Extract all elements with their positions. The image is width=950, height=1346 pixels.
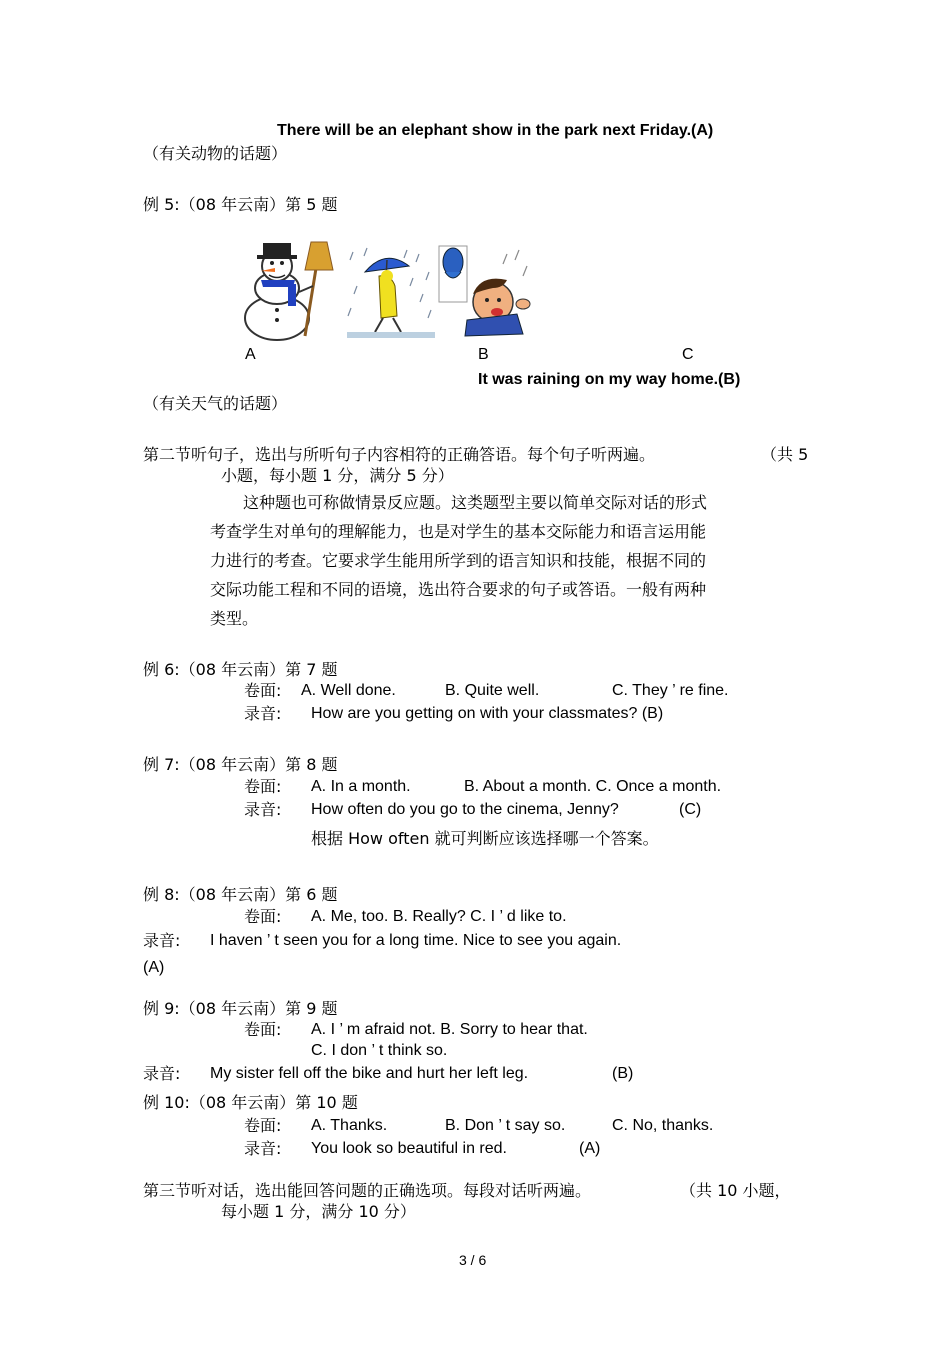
ex8-answer: (A) [143, 959, 165, 976]
ex6-audio-label: 录音: [244, 704, 282, 723]
ex6-audio-text: How are you getting on with your classmates? (B) [311, 705, 664, 722]
ex5-topic: （有关天气的话题） [143, 394, 288, 413]
ex6-title: 例 6:（08 年云南）第 7 题 [143, 660, 338, 679]
ex7-answer: (C) [679, 801, 702, 818]
ex10-title: 例 10:（08 年云南）第 10 题 [143, 1093, 358, 1112]
ex8-audio-label: 录音: [143, 931, 181, 950]
ex7-audio-text: How often do you go to the cinema, Jenny? [311, 801, 619, 818]
ex6-option-a: A. Well done. [301, 682, 396, 699]
section2-desc-line: 这种题也可称做情景反应题。这类题型主要以简单交际对话的形式 [243, 493, 708, 512]
ex4-topic: （有关动物的话题） [143, 144, 288, 163]
ex7-option-a: A. In a month. [311, 778, 411, 795]
ex10-option-c: C. No, thanks. [612, 1117, 714, 1134]
ex10-audio-text: You look so beautiful in red. [311, 1140, 507, 1157]
ex10-paper-label: 卷面: [244, 1116, 282, 1135]
falling-boy-picture [437, 244, 535, 340]
ex9-option-c: C. I don ’ t think so. [311, 1042, 448, 1059]
section3-heading: 第三节听对话，选出能回答问题的正确选项。每段对话听两遍。 [143, 1181, 592, 1200]
ex4-answer: There will be an elephant show in the park next Friday.(A) [277, 122, 714, 139]
ex9-answer: (B) [612, 1065, 634, 1082]
ex7-paper-label: 卷面: [244, 777, 282, 796]
ex10-option-a: A. Thanks. [311, 1117, 388, 1134]
ex5-label-b: B [478, 346, 489, 363]
section2-desc-line: 类型。 [210, 609, 259, 628]
snowman-picture [233, 240, 345, 342]
section2-desc-line: 考查学生对单句的理解能力，也是对学生的基本交际能力和语言运用能 [210, 522, 707, 541]
ex5-title: 例 5:（08 年云南）第 5 题 [143, 195, 338, 214]
section2-heading: 第二节听句子，选出与所听句子内容相符的正确答语。每个句子听两遍。 [143, 445, 656, 464]
section2-count: （共 5 [761, 445, 809, 464]
ex8-audio-text: I haven ’ t seen you for a long time. Nice to see you again. [210, 932, 622, 949]
ex7-note: 根据 How often 就可判断应该选择哪一个答案。 [311, 829, 659, 848]
ex8-options: A. Me, too. B. Really? C. I ’ d like to. [311, 908, 567, 925]
ex5-label-c: C [682, 346, 694, 363]
ex6-option-b: B. Quite well. [445, 682, 540, 699]
section2-desc-line: 力进行的考查。它要求学生能用所学到的语言知识和技能，根据不同的 [210, 551, 707, 570]
ex7-title: 例 7:（08 年云南）第 8 题 [143, 755, 338, 774]
ex8-title: 例 8:（08 年云南）第 6 题 [143, 885, 338, 904]
ex5-label-a: A [245, 346, 256, 363]
rain-picture [347, 246, 435, 340]
page-number: 3 / 6 [459, 1252, 487, 1268]
section3-count: （共 10 小题， [680, 1181, 791, 1200]
ex7-audio-label: 录音: [244, 800, 282, 819]
ex10-answer: (A) [579, 1140, 601, 1157]
ex6-option-c: C. They ’ re fine. [612, 682, 729, 699]
ex10-option-b: B. Don ’ t say so. [445, 1117, 566, 1134]
ex8-paper-label: 卷面: [244, 907, 282, 926]
section3-scoring: 每小题 1 分，满分 10 分） [221, 1202, 416, 1221]
ex9-options-ab: A. I ’ m afraid not. B. Sorry to hear that. [311, 1021, 588, 1038]
ex9-audio-text: My sister fell off the bike and hurt her left leg. [210, 1065, 529, 1082]
ex5-answer: It was raining on my way home.(B) [478, 371, 741, 388]
ex10-audio-label: 录音: [244, 1139, 282, 1158]
ex9-title: 例 9:（08 年云南）第 9 题 [143, 999, 338, 1018]
ex9-audio-label: 录音: [143, 1064, 181, 1083]
ex7-options-bc: B. About a month. C. Once a month. [464, 778, 722, 795]
ex6-paper-label: 卷面: [244, 681, 282, 700]
section2-desc-line: 交际功能工程和不同的语境，选出符合要求的句子或答语。一般有两种 [210, 580, 707, 599]
ex9-paper-label: 卷面: [244, 1020, 282, 1039]
section2-scoring: 小题，每小题 1 分，满分 5 分） [221, 466, 454, 485]
